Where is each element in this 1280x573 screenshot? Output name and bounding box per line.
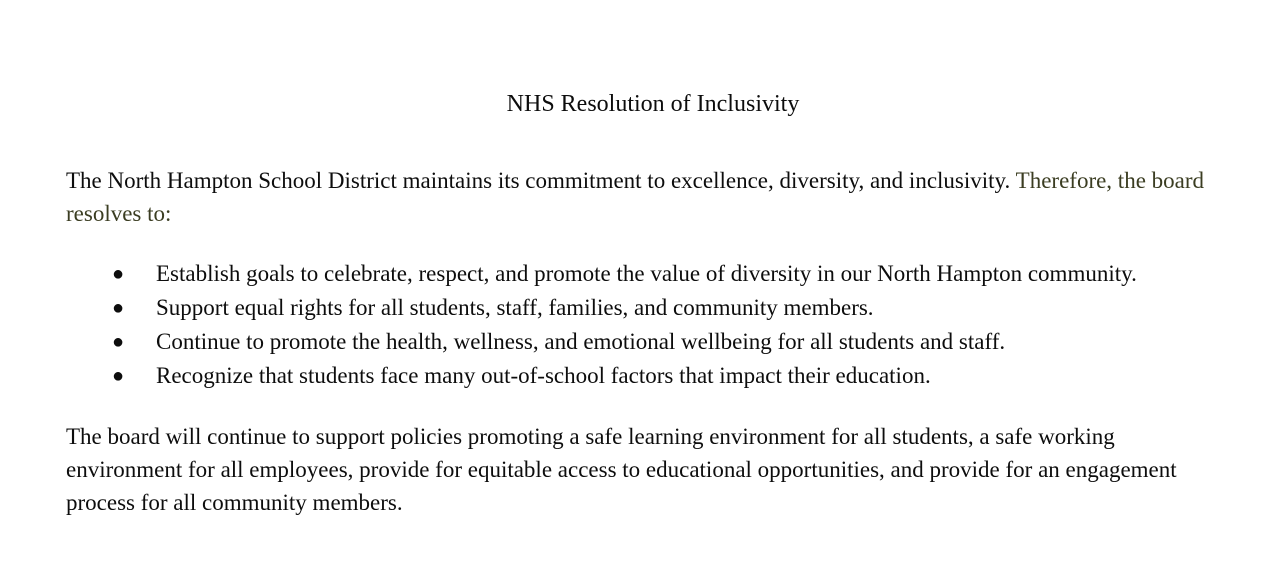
list-item-text: Establish goals to celebrate, respect, and promote the value of diversity in our North Hampton community. [156,261,1137,286]
list-item-text: Recognize that students face many out-of-school factors that impact their education. [156,363,931,388]
closing-paragraph: The board will continue to support policies promoting a safe learning environment for all students, a safe working environment for all employees, provide for equitable access to educational opportunities, and provide for an engagement process for all community members. [66,424,1177,515]
list-item [0,325,1280,359]
list-item [0,359,1280,393]
document-title: NHS Resolution of Inclusivity [506,91,800,117]
list-item-text: Continue to promote the health, wellness, and emotional wellbeing for all students and staff. [156,329,1006,354]
resolution-list [0,257,1280,393]
list-item [0,257,1280,291]
intro-continuation-text: Therefore, the board resolves to: [66,168,1205,226]
bullet-icon: ● [112,331,125,353]
intro-paragraph [66,164,1226,230]
intro-main-text: The North Hampton School District maintains its commitment to excellence, diversity, and inclusivity. [66,168,1011,193]
list-item-text: Support equal rights for all students, staff, families, and community members. [156,295,874,320]
bullet-icon: ● [112,297,125,319]
bullet-icon: ● [112,365,125,387]
bullet-icon: ● [112,263,125,285]
list-item [0,291,1280,325]
